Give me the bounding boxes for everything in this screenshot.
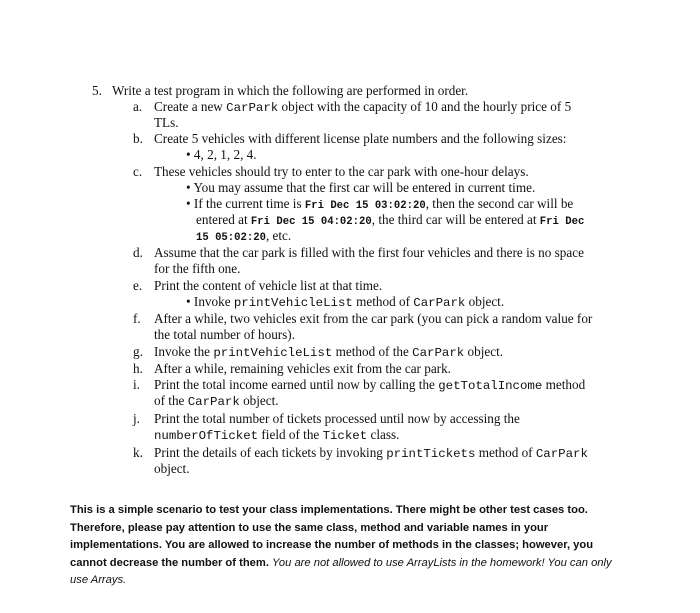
item-f-line2: the total number of hours). <box>154 327 295 342</box>
item-b-bullet: • 4, 2, 1, 2, 4. <box>186 147 257 162</box>
question-number: 5. <box>92 83 102 98</box>
item-j-line1: Print the total number of tickets processed until now by accessing the <box>154 411 520 426</box>
homework-note <box>70 502 630 590</box>
item-c-label: c. <box>133 164 143 179</box>
item-g-text: Invoke the printVehicleList method of the CarPark object. <box>154 344 504 360</box>
question-intro: Write a test program in which the following are performed in order. <box>112 83 469 98</box>
item-c-bullet1: • You may assume that the first car will be entered in current time. <box>186 180 536 195</box>
item-k-line1: Print the details of each tickets by invoking printTickets method of CarPark <box>154 445 588 461</box>
item-c-bullet2-line2: entered at Fri Dec 15 04:02:20, the third car will be entered at Fri Dec <box>196 212 585 228</box>
item-b-label: b. <box>133 131 143 146</box>
item-e-bullet: • Invoke printVehicleList method of CarPark object. <box>186 294 505 310</box>
item-g-label: g. <box>133 344 143 359</box>
item-d-line1: Assume that the car park is filled with the first four vehicles and there is no space <box>154 245 584 260</box>
item-c-bullet2-line1: • If the current time is Fri Dec 15 03:02:20, then the second car will be <box>186 196 574 212</box>
item-d-label: d. <box>133 245 143 260</box>
item-a-label: a. <box>133 99 143 114</box>
item-c-bullet2-line3: 15 05:02:20, etc. <box>196 228 292 244</box>
item-i-line1: Print the total income earned until now by calling the getTotalIncome method <box>154 377 586 393</box>
code-carpark: CarPark <box>226 101 279 115</box>
item-k-line2: object. <box>154 461 190 476</box>
item-a-line1: Create a new CarPark object with the capacity of 10 and the hourly price of 5 <box>154 99 572 115</box>
item-e-text: Print the content of vehicle list at that time. <box>154 278 383 293</box>
item-h-text: After a while, remaining vehicles exit from the car park. <box>154 361 451 376</box>
item-j-label: j. <box>133 411 140 426</box>
note-italic-text: You are not allowed to use ArrayLists in the homework! You can only use Arrays. <box>70 556 612 587</box>
item-a-line2: TLs. <box>154 115 179 130</box>
item-h-label: h. <box>133 361 143 376</box>
item-d-line2: for the fifth one. <box>154 261 241 276</box>
item-k-label: k. <box>133 445 143 460</box>
item-e-label: e. <box>133 278 143 293</box>
item-f-label: f. <box>133 311 141 326</box>
item-j-line2: numberOfTicket field of the Ticket class. <box>154 427 400 443</box>
item-c-text: These vehicles should try to enter to the car park with one-hour delays. <box>154 164 529 179</box>
item-f-line1: After a while, two vehicles exit from the car park (you can pick a random value for <box>154 311 593 326</box>
item-b-text: Create 5 vehicles with different license plate numbers and the following sizes: <box>154 131 567 146</box>
item-i-label: i. <box>133 377 140 392</box>
note-bold-text: This is a simple scenario to test your class implementations. There might be other test cases too. Therefore, please pay attention to use the same class, method and variable names in your implementations. You are allowed to increase the number of methods in the classes; however, you cannot decrease the number of them. <box>70 504 594 569</box>
item-i-line2: of the CarPark object. <box>154 393 279 409</box>
